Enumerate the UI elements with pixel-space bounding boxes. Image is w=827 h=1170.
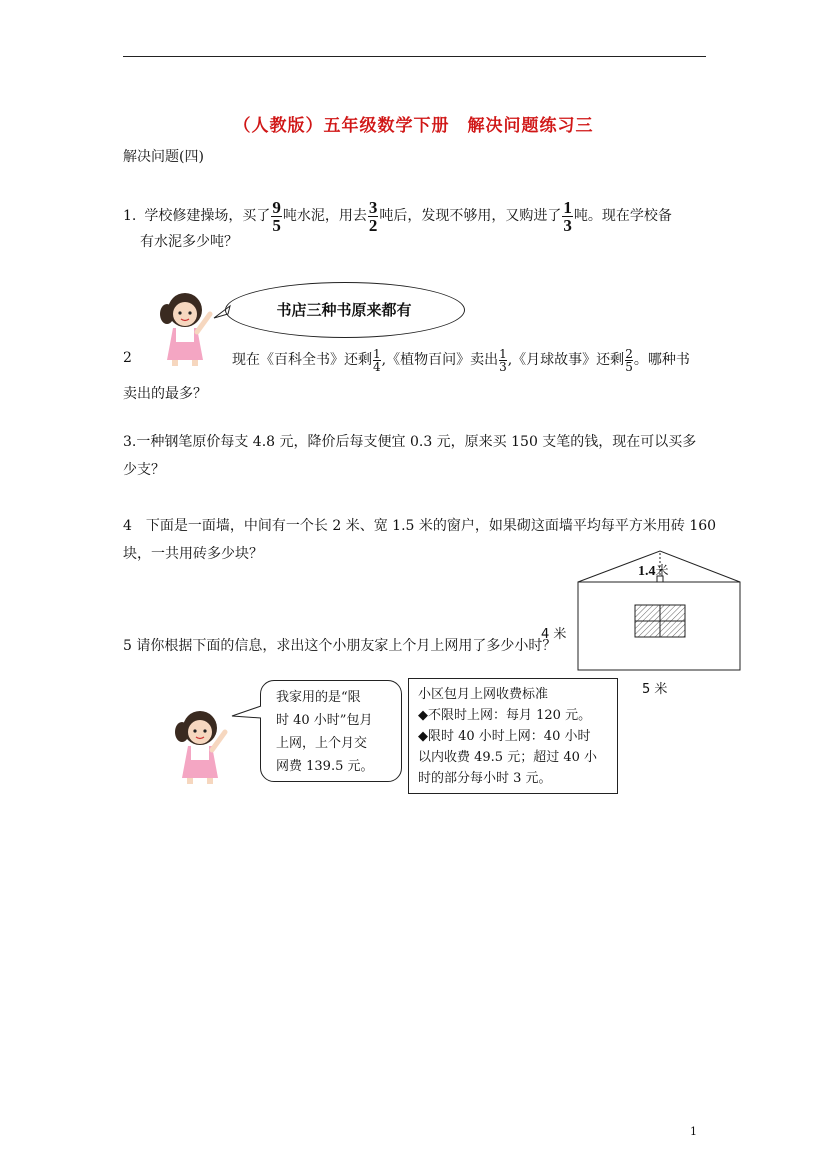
q2-text-3: ,《月球故事》还剩: [507, 352, 625, 368]
q1-line-2: 有水泥多少吨？: [140, 234, 238, 250]
q2-text-1: 现在《百科全书》还剩: [232, 352, 372, 368]
q2-text-4: 。哪种书: [633, 352, 690, 368]
section-subtitle: 解决问题(四): [123, 149, 204, 165]
q1-fraction-b: $\frac{3}{2}$: [368, 197, 378, 235]
speech-box-tail-icon: [230, 704, 264, 724]
wall-height-label: 4 米: [541, 627, 567, 642]
q1-text-4: 吨。现在学校备: [573, 208, 672, 224]
q2-fraction-a: $\frac{1}{4}$: [373, 346, 381, 374]
question-2: [232, 340, 690, 380]
q2-fraction-c: $\frac{2}{5}$: [625, 346, 633, 374]
q1-text-1: 学校修建操场，买了: [144, 208, 271, 224]
page-title: （人教版）五年级数学下册 解决问题练习三: [233, 116, 594, 136]
q1-fraction-c: $\frac{1}{3}$: [563, 197, 572, 235]
speech-box-text: 我家用的是“限 时 40 小时”包月 上网，上个月交 网费 139.5 元。: [276, 690, 374, 774]
speech-bubble-text: 书店三种书原来都有: [276, 300, 412, 319]
roof-height-label: 1.4米: [638, 564, 669, 579]
header-rule: [123, 56, 706, 57]
wall-width-label: 5 米: [642, 682, 668, 697]
q5-line-1: 5 请你根据下面的信息，求出这个小朋友家上个月上网用了多少小时？: [123, 638, 557, 654]
q1-fraction-a: $\frac{9}{5}$: [272, 197, 281, 235]
q2-line-2: 卖出的最多？: [123, 386, 207, 402]
rate-table-text: 小区包月上网收费标准 ◆不限时上网：每月 120 元。 ◆限时 40 小时上网：40 小时 以内收费 49.5 元；超过 40 小 时的部分每小时 3 元。: [418, 687, 598, 786]
q4-line-1: 4 下面是一面墙，中间有一个长 2 米、宽 1.5 米的窗户，如果砌这面墙平均每平方米用砖 160: [123, 518, 717, 534]
q3-line-2: 少支？: [123, 462, 165, 478]
q2-fraction-b: $\frac{1}{3}$: [499, 346, 507, 374]
q1-number: 1.: [123, 208, 137, 224]
q3-line-1: 3.一种钢笔原价每支 4.8 元，降价后每支便宜 0.3 元，原来买 150 支笔的钱，现在可以买多: [123, 434, 697, 450]
girl-illustration-2-icon: [170, 706, 232, 784]
q4-line-2: 块，一共用砖多少块？: [123, 546, 263, 562]
q1-text-2: 吨水泥，用去: [282, 208, 367, 224]
q2-number: 2: [123, 350, 132, 366]
q1-text-3: 吨后，发现不够用，又购进了: [379, 208, 562, 224]
question-1: [123, 196, 672, 236]
page-number: 1: [690, 1125, 697, 1138]
girl-illustration-icon: [155, 288, 217, 366]
q2-text-2: ,《植物百问》卖出: [381, 352, 499, 368]
